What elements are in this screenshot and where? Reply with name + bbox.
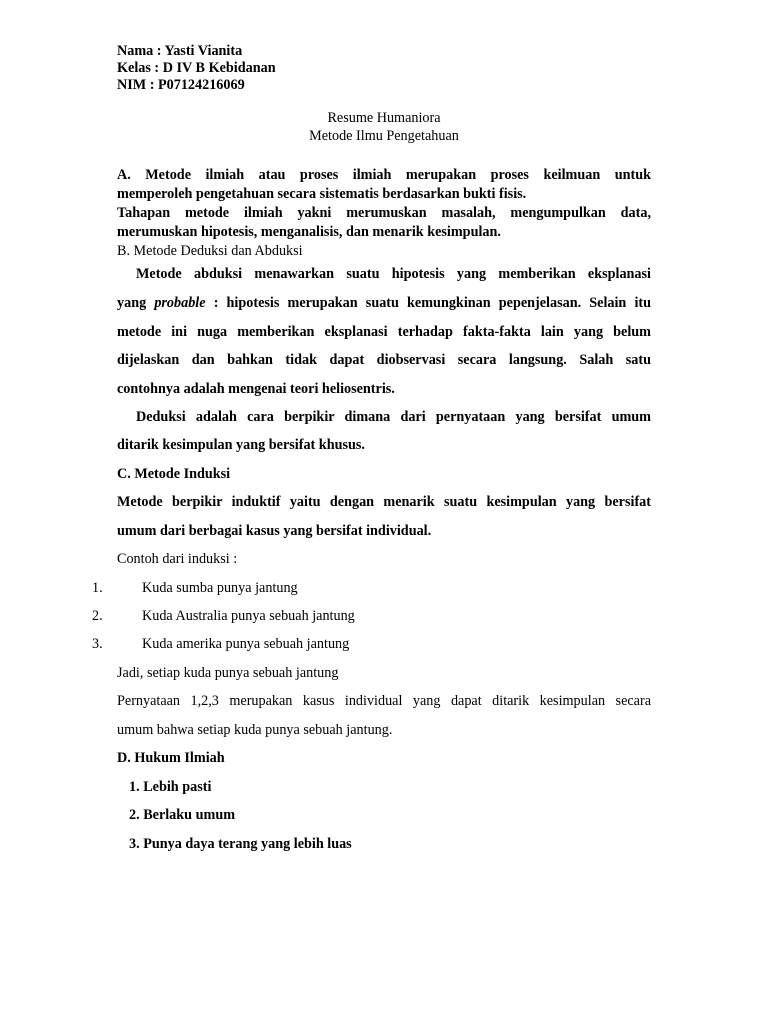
student-nim: NIM : P07124216069: [117, 77, 245, 93]
section-a-line-3: Tahapan metode ilmiah yakni merumuskan masalah, mengumpulkan data,: [117, 205, 651, 221]
probable-italic: probable: [154, 295, 206, 311]
section-c-p1-line-1: Metode berpikir induktif yaitu dengan menarik suatu kesimpulan yang bersifat: [117, 494, 651, 510]
section-b-p1-line-3: metode ini nuga memberikan eksplanasi terhadap fakta-fakta lain yang belum: [117, 324, 651, 340]
example-item: Kuda Australia punya sebuah jantung: [142, 608, 355, 624]
example-number: 2.: [92, 608, 103, 624]
law-item: 2. Berlaku umum: [129, 807, 236, 823]
document-title: Resume Humaniora: [327, 110, 441, 126]
section-b-p1-line-4: dijelaskan dan bahkan tidak dapat diobservasi secara langsung. Salah satu: [117, 352, 651, 368]
section-a-line-1: A. Metode ilmiah atau proses ilmiah merupakan proses keilmuan untuk: [117, 167, 651, 183]
example-number: 3.: [92, 636, 103, 652]
section-b-p1-line-1: Metode abduksi menawarkan suatu hipotesis yang memberikan eksplanasi: [136, 266, 651, 282]
section-c-heading: C. Metode Induksi: [117, 466, 231, 482]
section-a-line-4: merumuskan hipotesis, menganalisis, dan menarik kesimpulan.: [117, 224, 501, 240]
example-label: Contoh dari induksi :: [117, 551, 238, 567]
student-class: Kelas : D IV B Kebidanan: [117, 60, 276, 76]
section-b-p1-line-2: yang probable : hipotesis merupakan suatu kemungkinan pepenjelasan. Selain itu: [117, 295, 652, 311]
section-c-p2-line-1: Pernyataan 1,2,3 merupakan kasus individual yang dapat ditarik kesimpulan secara: [117, 693, 651, 709]
example-number: 1.: [92, 580, 103, 596]
section-c-p2-line-2: umum bahwa setiap kuda punya sebuah jantung.: [117, 722, 393, 738]
section-b-p2-line-1: Deduksi adalah cara berpikir dimana dari pernyataan yang bersifat umum: [136, 409, 651, 425]
section-b-p1-line-5: contohnya adalah mengenai teori heliosentris.: [117, 381, 395, 397]
document-subtitle: Metode Ilmu Pengetahuan: [309, 128, 459, 144]
induction-conclusion: Jadi, setiap kuda punya sebuah jantung: [117, 665, 339, 681]
student-name: Nama : Yasti Vianita: [117, 43, 243, 59]
law-item: 3. Punya daya terang yang lebih luas: [129, 836, 352, 852]
law-item: 1. Lebih pasti: [129, 779, 212, 795]
example-item: Kuda amerika punya sebuah jantung: [142, 636, 350, 652]
section-b-p2-line-2: ditarik kesimpulan yang bersifat khusus.: [117, 437, 365, 453]
section-c-p1-line-2: umum dari berbagai kasus yang bersifat individual.: [117, 523, 432, 539]
section-b-heading: B. Metode Deduksi dan Abduksi: [117, 243, 303, 259]
example-item: Kuda sumba punya jantung: [142, 580, 298, 596]
section-a-line-2: memperoleh pengetahuan secara sistematis berdasarkan bukti fisis.: [117, 186, 527, 202]
section-d-heading: D. Hukum Ilmiah: [117, 750, 225, 766]
